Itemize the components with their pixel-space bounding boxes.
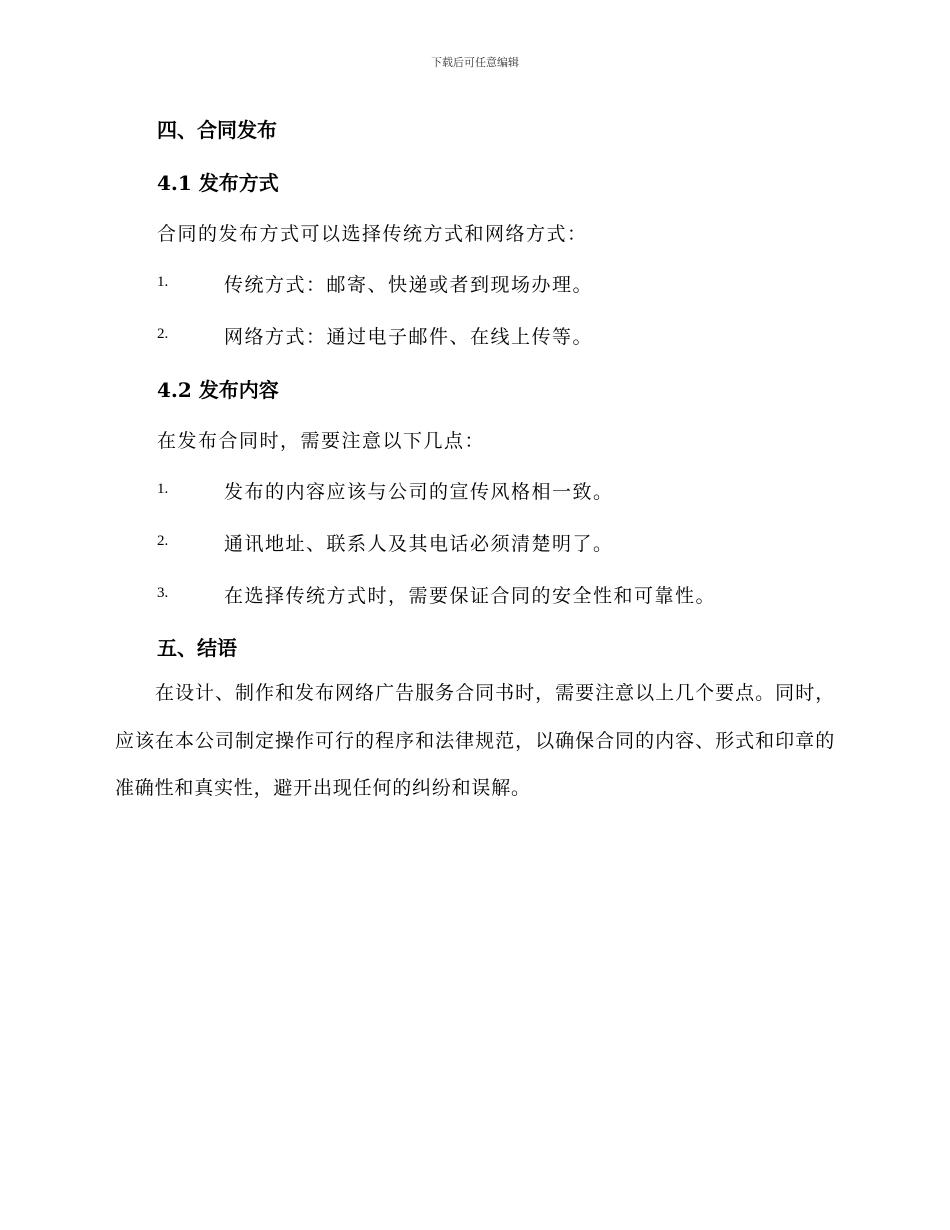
list-item-number: 1. <box>157 274 169 290</box>
conclusion-paragraph: 在设计、制作和发布网络广告服务合同书时，需要注意以上几个要点。同时，应该在本公司制定操作可行的程序和法律规范，以确保合同的内容、形式和印章的准确性和真实性，避开出现任何的纠纷和误解。 <box>115 682 835 799</box>
section-4-2-heading: 4.2 发布内容 <box>157 378 279 402</box>
section-4-2-intro: 在发布合同时，需要注意以下几点： <box>157 430 486 452</box>
page-header-note: 下载后可任意编辑 <box>431 56 519 69</box>
list-item-text: 传统方式：邮寄、快递或者到现场办理。 <box>224 274 594 296</box>
list-item-text: 通讯地址、联系人及其电话必须清楚明了。 <box>224 533 614 555</box>
section-4-1-heading: 4.1 发布方式 <box>157 171 279 195</box>
list-item-number: 2. <box>157 326 169 342</box>
list-item-text: 网络方式：通过电子邮件、在线上传等。 <box>224 326 594 348</box>
section-4-heading: 四、合同发布 <box>157 118 277 142</box>
section-4-1-intro: 合同的发布方式可以选择传统方式和网络方式： <box>157 223 588 245</box>
list-item-text: 在选择传统方式时，需要保证合同的安全性和可靠性。 <box>224 585 717 607</box>
section-5-heading: 五、结语 <box>157 636 237 660</box>
list-item-number: 1. <box>157 481 169 497</box>
list-item-number: 3. <box>157 585 169 601</box>
list-item-text: 发布的内容应该与公司的宣传风格相一致。 <box>224 481 614 503</box>
list-item-number: 2. <box>157 533 169 549</box>
